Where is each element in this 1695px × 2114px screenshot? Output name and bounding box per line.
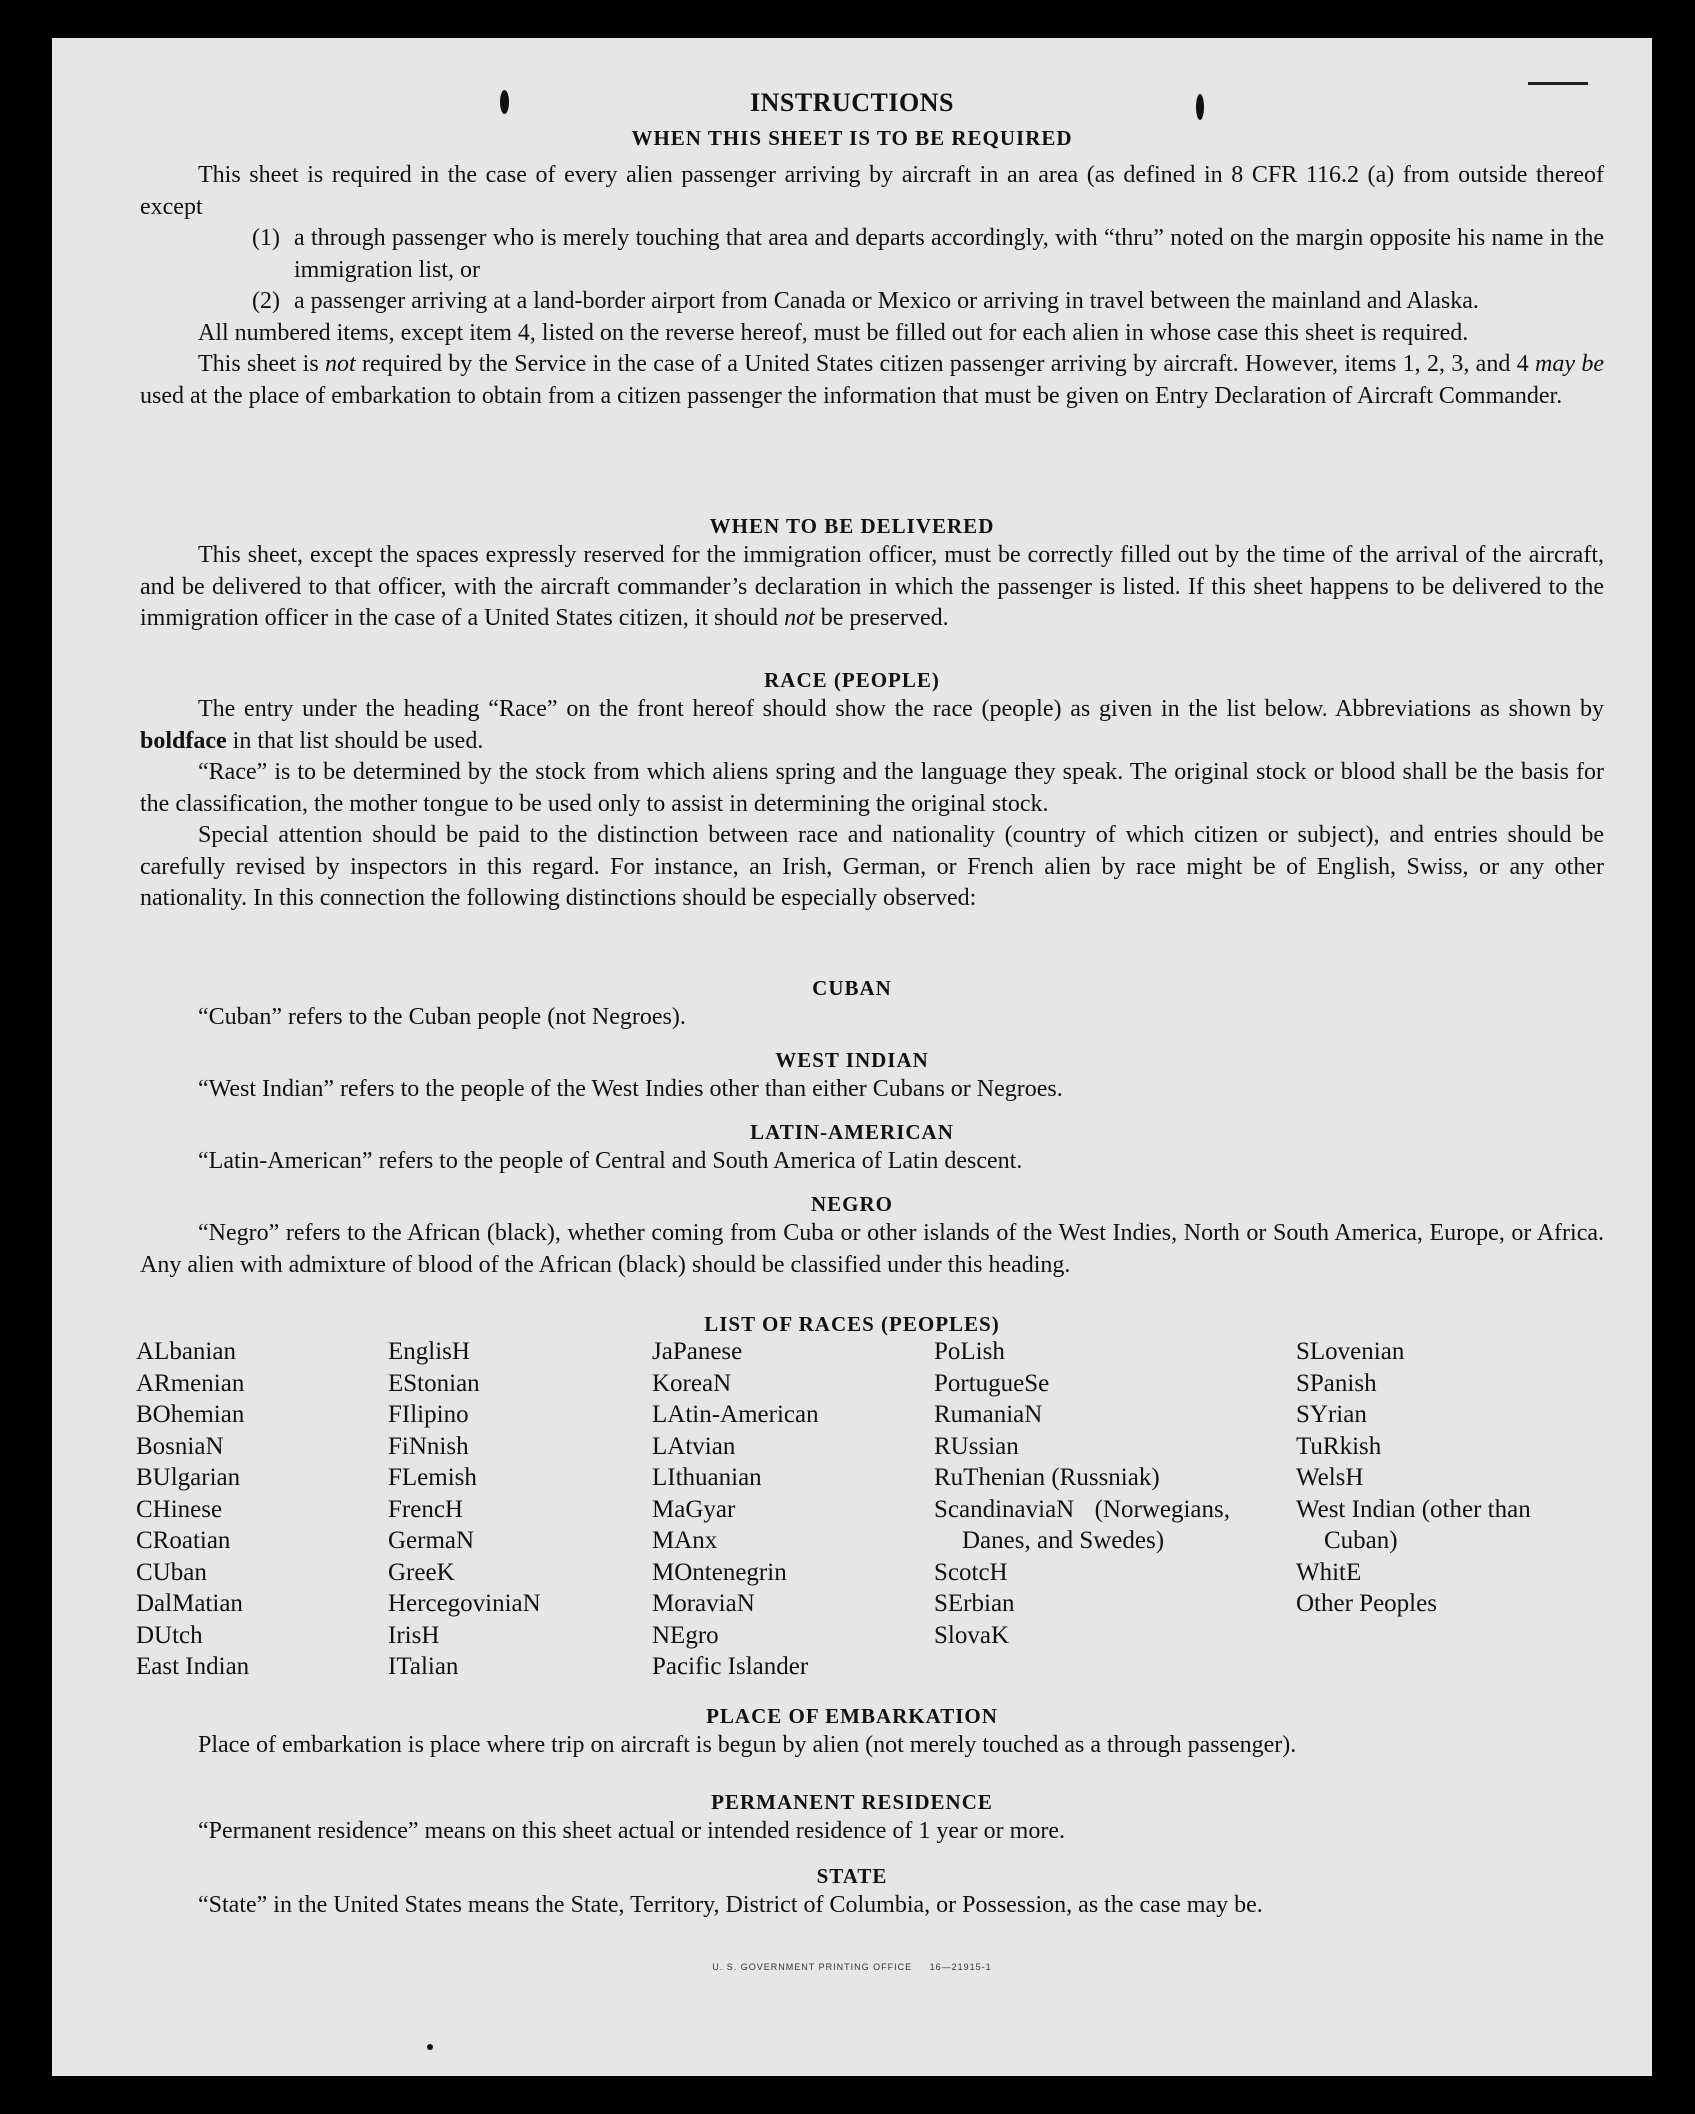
race-item: PortugueSe bbox=[934, 1369, 1050, 1397]
race-item: ScotcH bbox=[934, 1558, 1008, 1586]
intro-paragraph-2: All numbered items, except item 4, listed on the reverse hereof, must be filled out for each alien in whose case this sheet is required. bbox=[198, 319, 1469, 346]
latin-american-text: “Latin-American” refers to the people of Central and South America of Latin descent. bbox=[198, 1148, 1023, 1174]
race-item: NEgro bbox=[652, 1621, 719, 1649]
race-item: LIthuanian bbox=[652, 1464, 762, 1491]
race-item: HercegoviniaN bbox=[388, 1590, 541, 1617]
race-column-2 bbox=[388, 1336, 638, 1683]
heading-latin-american: LATIN-AMERICAN bbox=[750, 1120, 954, 1144]
race-item: FiNnish bbox=[388, 1432, 469, 1460]
race-item: SPanish bbox=[1296, 1369, 1377, 1397]
race-item: MOntenegrin bbox=[652, 1558, 787, 1586]
race-item: SlovaK bbox=[934, 1621, 1009, 1649]
heading-permanent-residence: PERMANENT RESIDENCE bbox=[711, 1790, 993, 1814]
race-item: DalMatian bbox=[136, 1590, 243, 1617]
race-item: WhitE bbox=[1296, 1558, 1362, 1586]
ink-dot-bottom bbox=[427, 2044, 433, 2050]
race-item: FIlipino bbox=[388, 1401, 469, 1428]
race-item: FrencH bbox=[388, 1495, 463, 1523]
race-section bbox=[140, 694, 1604, 915]
race-item: CRoatian bbox=[136, 1527, 231, 1554]
corner-dash-mark bbox=[1528, 82, 1588, 85]
heading-race: RACE (PEOPLE) bbox=[764, 668, 940, 692]
race-item: BosniaN bbox=[136, 1432, 224, 1460]
exception-item-2: (2) a passenger arriving at a land-border airport from Canada or Mexico or arriving in travel between the mainland and Alaska. bbox=[252, 288, 1479, 314]
race-item: LAtin-American bbox=[652, 1401, 819, 1428]
sub-heading-required: WHEN THIS SHEET IS TO BE REQUIRED bbox=[631, 126, 1073, 150]
race-item: EnglisH bbox=[388, 1338, 470, 1365]
race-item: GermaN bbox=[388, 1527, 475, 1554]
heading-state: STATE bbox=[816, 1864, 888, 1888]
cuban-text: “Cuban” refers to the Cuban people (not Negroes). bbox=[198, 1004, 686, 1030]
race-item: SErbian bbox=[934, 1590, 1015, 1617]
race-column-4 bbox=[934, 1336, 1230, 1651]
race-item: GreeK bbox=[388, 1558, 455, 1586]
race-item: MaGyar bbox=[652, 1495, 736, 1523]
race-paragraph-2: “Race” is to be determined by the stock from which aliens spring and the language they speak. The original stock or blood shall be the basis for the classification, the mother tongue to be used only to assist in determining the original stock. bbox=[140, 759, 1604, 817]
page-title: INSTRUCTIONS bbox=[750, 88, 954, 117]
heading-cuban: CUBAN bbox=[812, 976, 892, 1000]
race-item: CHinese bbox=[136, 1495, 223, 1523]
race-item: RumaniaN bbox=[934, 1401, 1043, 1428]
race-item: ALbanian bbox=[136, 1338, 236, 1365]
race-item: ScandinaviaN (Norwegians, Danes, and Swedes) bbox=[934, 1495, 1230, 1554]
race-item: RuThenian (Russniak) bbox=[934, 1464, 1160, 1491]
heading-list-of-races: LIST OF RACES (PEOPLES) bbox=[704, 1312, 1000, 1336]
race-item: SYrian bbox=[1296, 1401, 1367, 1428]
residence-text: “Permanent residence” means on this sheet actual or intended residence of 1 year or more. bbox=[198, 1818, 1065, 1844]
state-text: “State” in the United States means the State, Territory, District of Columbia, or Possession, as the case may be. bbox=[198, 1892, 1263, 1918]
race-column-1 bbox=[136, 1336, 376, 1683]
heading-place-of-embarkation: PLACE OF EMBARKATION bbox=[706, 1704, 998, 1728]
race-item: BUlgarian bbox=[136, 1464, 241, 1491]
race-item: East Indian bbox=[136, 1653, 250, 1680]
race-item: PoLish bbox=[934, 1338, 1005, 1365]
intro-paragraph-3: This sheet is not required by the Service in the case of a United States citizen passenger arriving by aircraft. However, items 1, 2, 3, and 4 may be used at the place of embarkation to obtain from a citizen passenger the information that must be given on Entry Declaration of Aircraft Commander. bbox=[140, 351, 1604, 409]
race-item: SLovenian bbox=[1296, 1338, 1405, 1365]
race-item: FLemish bbox=[388, 1464, 477, 1491]
race-item: MAnx bbox=[652, 1527, 718, 1554]
printing-office-footer: U. S. GOVERNMENT PRINTING OFFICE 16—21915-1 bbox=[712, 1962, 992, 1972]
race-item: DUtch bbox=[136, 1621, 203, 1649]
intro-paragraph-1: This sheet is required in the case of every alien passenger arriving by aircraft in an area (as defined in 8 CFR 116.2 (a) from outside thereof except bbox=[140, 162, 1604, 220]
heading-west-indian: WEST INDIAN bbox=[775, 1048, 929, 1072]
race-item: WelsH bbox=[1296, 1464, 1364, 1491]
race-column-3 bbox=[652, 1336, 922, 1683]
document-sheet bbox=[52, 38, 1652, 2076]
race-paragraph-3: Special attention should be paid to the distinction between race and nationality (country of which citizen or subject), and entries should be carefully revised by inspectors in this regard. For instance, an Irish, German, or French alien by race might be of English, Swiss, or any other nationality. In this connection the following distinctions should be especially observed: bbox=[140, 822, 1604, 911]
heading-when-delivered: WHEN TO BE DELIVERED bbox=[709, 514, 995, 538]
race-item: BOhemian bbox=[136, 1401, 245, 1428]
race-item: JaPanese bbox=[652, 1338, 743, 1365]
race-item: IrisH bbox=[388, 1621, 440, 1649]
race-column-5 bbox=[1296, 1336, 1568, 1620]
race-item: LAtvian bbox=[652, 1432, 736, 1460]
race-item: EStonian bbox=[388, 1369, 480, 1397]
race-item: ARmenian bbox=[136, 1369, 245, 1397]
heading-negro: NEGRO bbox=[810, 1192, 893, 1216]
race-paragraph-1: The entry under the heading “Race” on the front hereof should show the race (people) as given in the list below. Abbreviations as shown by boldface in that list should be used. bbox=[140, 696, 1604, 754]
race-item: RUssian bbox=[934, 1432, 1019, 1460]
negro-text: “Negro” refers to the African (black), whether coming from Cuba or other islands of the West Indies, North or South America, Europe, or Africa. Any alien with admixture of blood of the African (black) should be classified under this heading. bbox=[140, 1220, 1604, 1278]
exception-item-1: (1) a through passenger who is merely touching that area and departs accordingly, with “thru” noted on the margin opposite his name in the immigration list, or bbox=[252, 225, 1604, 283]
race-item: ITalian bbox=[388, 1653, 459, 1680]
embarkation-text: Place of embarkation is place where trip on aircraft is begun by alien (not merely touched as a through passenger). bbox=[198, 1732, 1297, 1758]
intro-section bbox=[140, 160, 1604, 412]
west-indian-text: “West Indian” refers to the people of the West Indies other than either Cubans or Negroes. bbox=[198, 1076, 1063, 1102]
race-item: West Indian (other than Cuban) bbox=[1296, 1495, 1531, 1554]
race-item: CUban bbox=[136, 1558, 207, 1586]
delivered-paragraph: This sheet, except the spaces expressly reserved for the immigration officer, must be correctly filled out by the time of the arrival of the aircraft, and be delivered to that officer, with the aircraft commander’s declaration in which the passenger is listed. If this sheet happens to be delivered to the immigration officer in the case of a United States citizen, it should not be preserved. bbox=[140, 542, 1604, 631]
race-item: KoreaN bbox=[652, 1369, 732, 1397]
race-item: MoraviaN bbox=[652, 1590, 755, 1617]
race-item: TuRkish bbox=[1296, 1432, 1382, 1460]
race-item: Pacific Islander bbox=[652, 1653, 809, 1680]
race-item: Other Peoples bbox=[1296, 1590, 1437, 1617]
